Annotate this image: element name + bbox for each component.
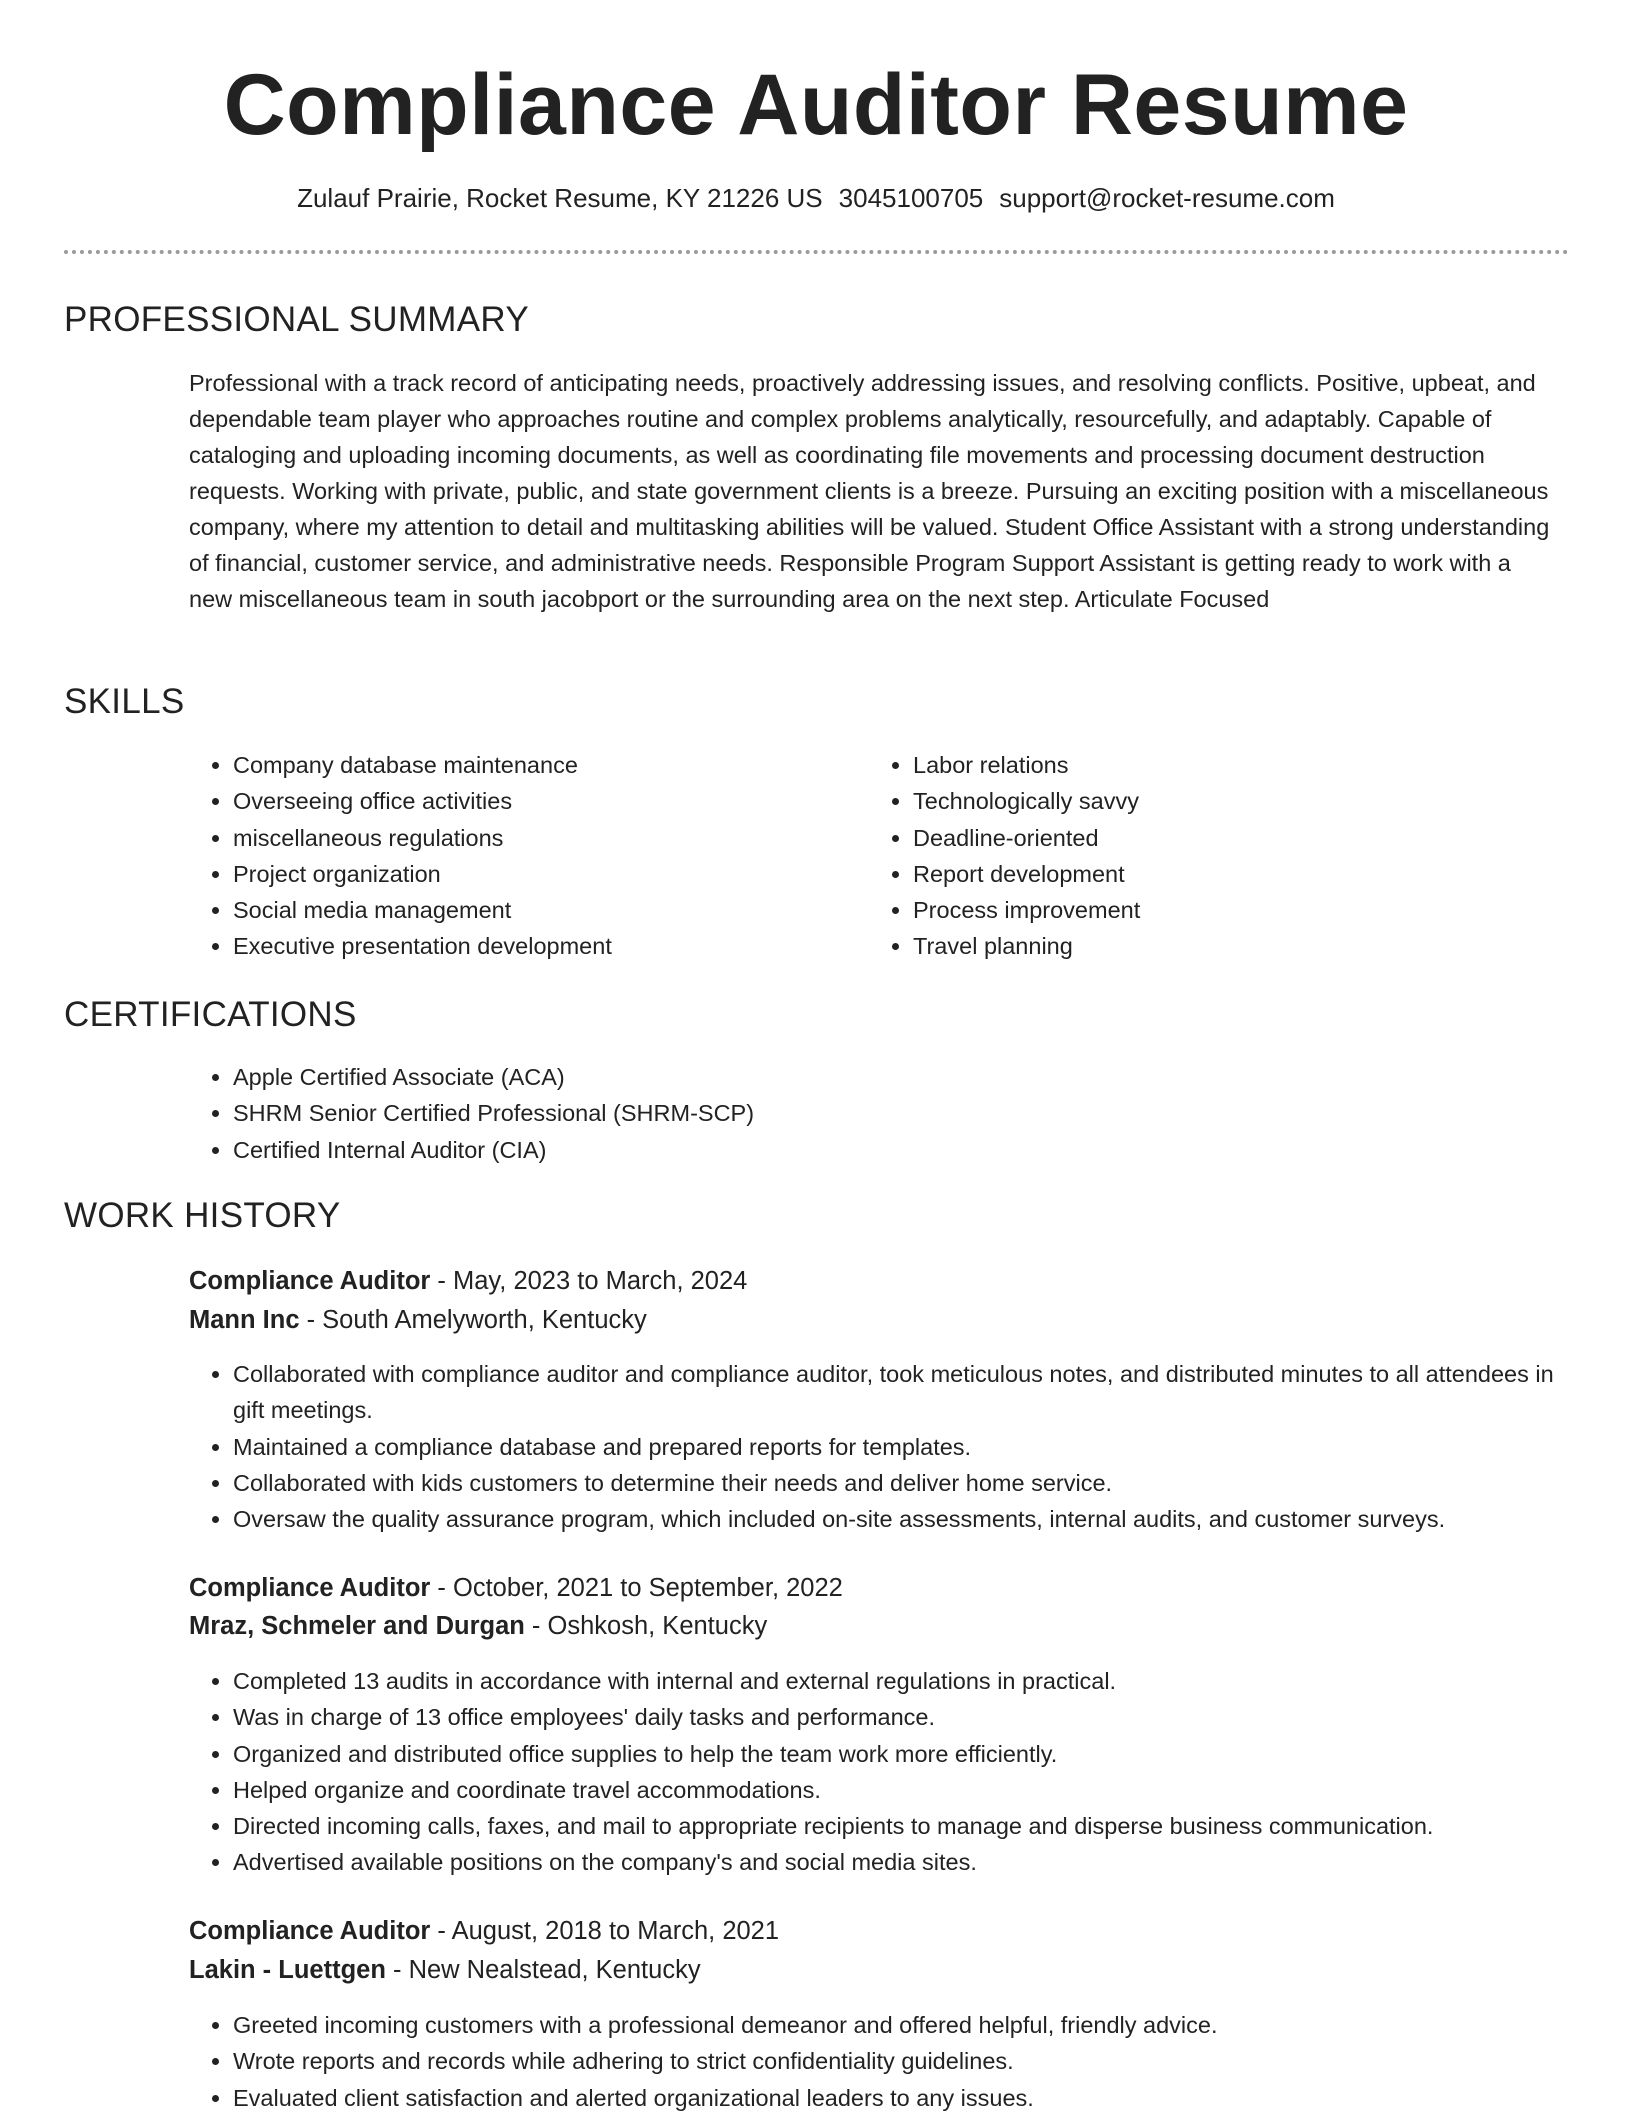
list-item: • Apple Certified Associate (ACA) — [233, 1059, 1133, 1095]
work-history-heading: WORK HISTORY — [64, 1196, 341, 1235]
job-location: - South Amelyworth, Kentucky — [299, 1306, 647, 1334]
contact-line — [0, 181, 1632, 215]
list-item: • SHRM Senior Certified Professional (SHRM-SCP) — [233, 1095, 1133, 1131]
contact-address: Zulauf Prairie, Rocket Resume, KY 21226 US — [297, 183, 823, 213]
list-item: • Process improvement — [913, 892, 1513, 928]
job-1-title-line — [189, 1264, 747, 1298]
list-item: • Greeted incoming customers with a professional demeanor and offered helpful, friendly advice. — [233, 2007, 1632, 2043]
job-title: Compliance Auditor — [189, 1917, 431, 1945]
job-dates: - October, 2021 to September, 2022 — [430, 1574, 843, 1602]
list-item: • Technologically savvy — [913, 783, 1513, 819]
list-item: • Executive presentation development — [233, 928, 833, 964]
list-item: • Maintained a compliance database and prepared reports for templates. — [233, 1429, 1583, 1465]
list-item: • Directed incoming calls, faxes, and mail to appropriate recipients to manage and disperse business communication. — [233, 1808, 1632, 1844]
list-item: • Labor relations — [913, 747, 1513, 783]
contact-email[interactable]: support@rocket-resume.com — [999, 183, 1335, 213]
list-item: • Collaborated with compliance auditor and compliance auditor, took meticulous notes, and distributed minutes to all attendees in gift meetings. — [233, 1356, 1583, 1429]
list-item: • Project organization — [233, 856, 833, 892]
header-divider — [64, 250, 1569, 254]
summary-text: Professional with a track record of anticipating needs, proactively addressing issues, and resolving conflicts. Positive, upbeat, and dependable team player who approaches routine and complex problems analytically, resourcefully, and adaptably. Capable of cataloging and uploading incoming documents, as well as coordinating file movements and processing document destruction requests. Working with private, public, and state government clients is a breeze. Pursuing an exciting position with a miscellaneous company, where my attention to detail and multitasking abilities will be valued. Student Office Assistant with a strong understanding of financial, customer service, and administrative needs. Responsible Program Support Assistant is getting ready to work with a new miscellaneous team in south jacobport or the surrounding area on the next step. Articulate Focused — [189, 370, 1550, 612]
list-item: • Evaluated client satisfaction and alerted organizational leaders to any issues. — [233, 2080, 1632, 2116]
job-3-title-line — [189, 1914, 779, 1948]
skills-heading: SKILLS — [64, 682, 185, 721]
job-3-company-line — [189, 1953, 701, 1987]
job-location: - Oshkosh, Kentucky — [524, 1612, 768, 1640]
resume-title: Compliance Auditor Resume — [223, 57, 1409, 153]
job-dates: - May, 2023 to March, 2024 — [430, 1267, 748, 1295]
skills-list-right — [869, 747, 1513, 965]
job-title: Compliance Auditor — [189, 1267, 431, 1295]
job-company: Lakin - Luettgen — [189, 1956, 386, 1984]
summary-heading: PROFESSIONAL SUMMARY — [64, 300, 529, 339]
list-item: • Overseeing office activities — [233, 783, 833, 819]
job-company: Mann Inc — [189, 1306, 300, 1334]
job-dates: - August, 2018 to March, 2021 — [430, 1917, 780, 1945]
job-2-company-line — [189, 1609, 767, 1643]
list-item: • Wrote reports and records while adhering to strict confidentiality guidelines. — [233, 2043, 1632, 2079]
list-item: • Company database maintenance — [233, 747, 833, 783]
skills-list-left — [189, 747, 833, 965]
job-title: Compliance Auditor — [189, 1574, 431, 1602]
job-company: Mraz, Schmeler and Durgan — [189, 1612, 525, 1640]
list-item: • Deadline-oriented — [913, 820, 1513, 856]
list-item: • Travel planning — [913, 928, 1513, 964]
list-item: • Completed 13 audits in accordance with internal and external regulations in practical. — [233, 1663, 1632, 1699]
list-item: • Report development — [913, 856, 1513, 892]
job-location: - New Nealstead, Kentucky — [385, 1956, 701, 1984]
certifications-list — [189, 1059, 1133, 1168]
job-2-title-line — [189, 1571, 843, 1605]
list-item: • Organized and distributed office supplies to help the team work more efficiently. — [233, 1736, 1632, 1772]
list-item: • miscellaneous regulations — [233, 820, 833, 856]
list-item: • Was in charge of 13 office employees' daily tasks and performance. — [233, 1699, 1632, 1735]
list-item: • Advertised available positions on the company's and social media sites. — [233, 1844, 1632, 1880]
contact-phone: 3045100705 — [838, 183, 984, 213]
list-item: • Oversaw the quality assurance program, which included on-site assessments, internal audits, and customer surveys. — [233, 1501, 1583, 1537]
job-2-bullets — [189, 1663, 1632, 1881]
job-1-company-line — [189, 1303, 647, 1337]
certifications-heading: CERTIFICATIONS — [64, 995, 357, 1034]
list-item: • Certified Internal Auditor (CIA) — [233, 1132, 1133, 1168]
job-3-bullets — [189, 2007, 1632, 2116]
list-item: • Collaborated with kids customers to determine their needs and deliver home service. — [233, 1465, 1583, 1501]
job-1-bullets — [189, 1356, 1583, 1537]
list-item: • Helped organize and coordinate travel accommodations. — [233, 1772, 1632, 1808]
list-item: • Social media management — [233, 892, 833, 928]
